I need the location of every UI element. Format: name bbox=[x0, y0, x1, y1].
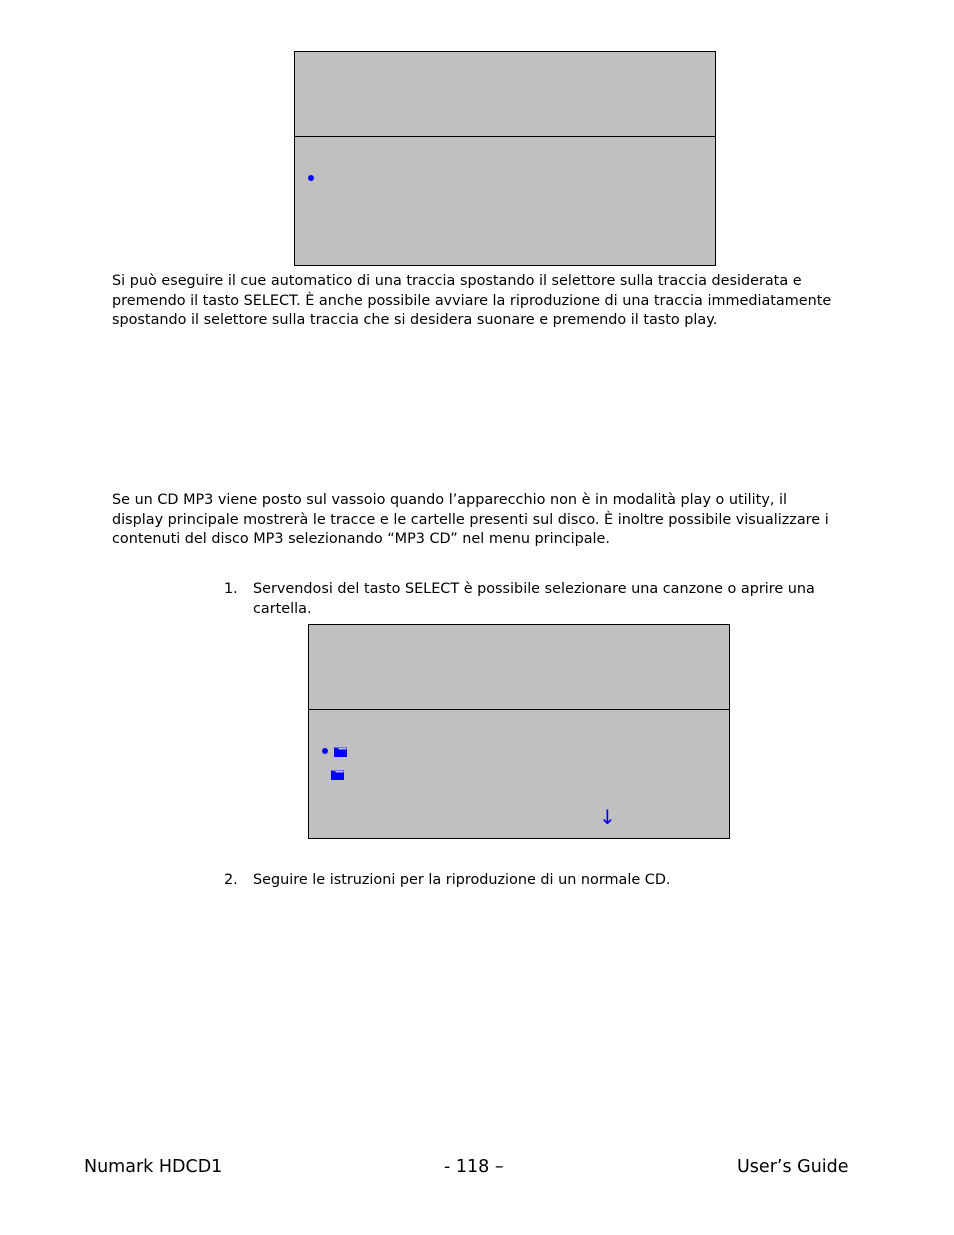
footer-page-number: - 118 – bbox=[444, 1157, 504, 1177]
paragraph-line: Si può eseguire il cue automatico di una traccia spostando il selettore sulla traccia desiderata e bbox=[112, 273, 802, 289]
mp3-cd-paragraph bbox=[112, 491, 902, 550]
step-text bbox=[253, 871, 670, 891]
step-line: Servendosi del tasto SELECT è possibile selezionare una canzone o aprire una bbox=[253, 581, 815, 597]
paragraph-line: spostando il selettore sulla traccia che si desidera suonare e premendo il tasto play. bbox=[112, 312, 718, 328]
down-arrow-icon: ↓ bbox=[599, 805, 616, 829]
track-list-display bbox=[294, 51, 716, 266]
bullet-cursor-icon bbox=[308, 175, 314, 181]
footer-guide-title: User’s Guide bbox=[737, 1157, 849, 1177]
step-number: 1. bbox=[224, 581, 238, 597]
folder-icon bbox=[331, 770, 344, 780]
step-line: cartella. bbox=[253, 600, 312, 617]
step-line: Seguire le istruzioni per la riproduzione di un normale CD. bbox=[253, 872, 671, 888]
folder-icon bbox=[334, 747, 347, 757]
mp3-folder-display bbox=[308, 624, 730, 839]
display-divider bbox=[309, 709, 729, 710]
display-divider bbox=[295, 136, 715, 137]
bullet-cursor-icon bbox=[322, 748, 328, 754]
cue-instructions-paragraph bbox=[112, 272, 902, 331]
paragraph-line: contenuti del disco MP3 selezionando “MP3 CD” nel menu principale. bbox=[112, 531, 610, 547]
step-number: 2. bbox=[224, 872, 238, 888]
paragraph-line: premendo il tasto SELECT. È anche possibile avviare la riproduzione di una traccia immediatamente bbox=[112, 292, 832, 309]
paragraph-line: display principale mostrerà le tracce e le cartelle presenti sul disco. È inoltre possibile visualizzare i bbox=[112, 511, 829, 528]
paragraph-line: Se un CD MP3 viene posto sul vassoio quando l’apparecchio non è in modalità play o utility, il bbox=[112, 492, 787, 508]
step-text bbox=[253, 580, 815, 619]
footer-product-name: Numark HDCD1 bbox=[84, 1157, 223, 1177]
